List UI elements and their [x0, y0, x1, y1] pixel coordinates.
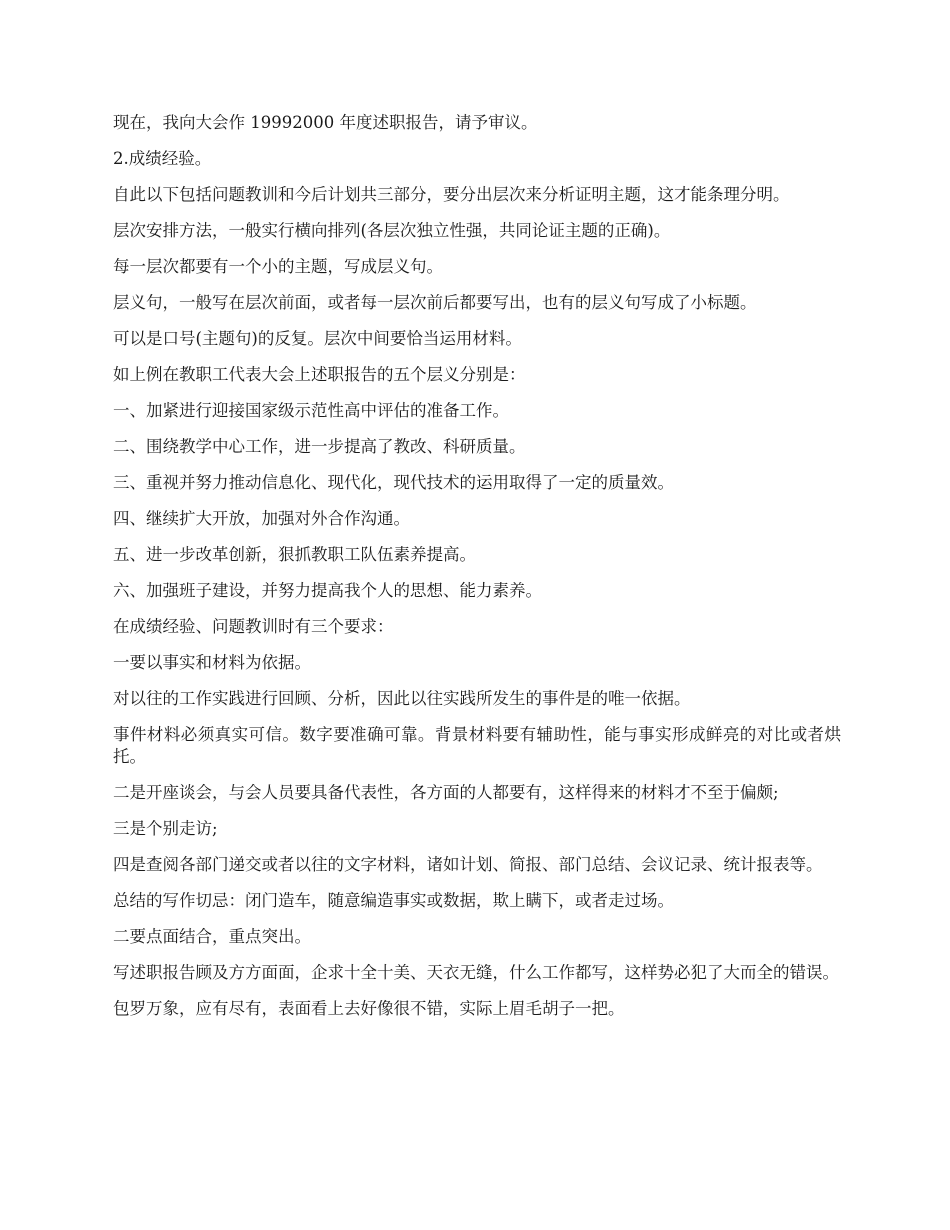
paragraph: 自此以下包括问题教训和今后计划共三部分，要分出层次来分析证明主题，这才能条理分明。: [113, 185, 790, 204]
document-body: [113, 112, 841, 1034]
paragraph: 层次安排方法，一般实行横向排列(各层次独立性强，共同论证主题的正确)。: [113, 221, 671, 240]
paragraph: 包罗万象，应有尽有，表面看上去好像很不错，实际上眉毛胡子一把。: [113, 999, 625, 1018]
paragraph: 可以是口号(主题句)的反复。层次中间要恰当运用材料。: [113, 329, 522, 348]
list-item: 一、加紧进行迎接国家级示范性高中评估的准备工作。: [113, 401, 509, 420]
list-item: 五、进一步改革创新，狠抓教职工队伍素养提高。: [113, 545, 476, 564]
section-heading: 2.成绩经验。: [113, 149, 212, 168]
list-item: 二、围绕教学中心工作，进一步提高了教改、科研质量。: [113, 437, 526, 456]
paragraph: 在成绩经验、问题教训时有三个要求：: [113, 617, 394, 636]
paragraph: 写述职报告顾及方方面面，企求十全十美、天衣无缝，什么工作都写，这样势必犯了大而全的错误。: [113, 963, 839, 982]
paragraph: 三是个别走访;: [113, 819, 218, 838]
list-item: 六、加强班子建设，并努力提高我个人的思想、能力素养。: [113, 581, 542, 600]
paragraph: 二要点面结合，重点突出。: [113, 927, 311, 946]
paragraph: 总结的写作切忌：闭门造车，随意编造事实或数据，欺上瞒下，或者走过场。: [113, 891, 674, 910]
paragraph: 二是开座谈会，与会人员要具备代表性，各方面的人都要有，这样得来的材料才不至于偏颇;: [113, 783, 779, 802]
paragraph: 现在，我向大会作 19992000 年度述职报告，请予审议。: [113, 113, 538, 132]
list-item: 三、重视并努力推动信息化、现代化，现代技术的运用取得了一定的质量效。: [113, 473, 674, 492]
paragraph: 层义句，一般写在层次前面，或者每一层次前后都要写出，也有的层义句写成了小标题。: [113, 293, 757, 312]
paragraph: 事件材料必须真实可信。数字要准确可靠。背景材料要有辅助性，能与事实形成鲜亮的对比或者烘托。: [113, 725, 841, 766]
paragraph: 对以往的工作实践进行回顾、分析，因此以往实践所发生的事件是的唯一依据。: [113, 689, 691, 708]
paragraph: 每一层次都要有一个小的主题，写成层义句。: [113, 257, 443, 276]
list-item: 四、继续扩大开放，加强对外合作沟通。: [113, 509, 410, 528]
paragraph: 一要以事实和材料为依据。: [113, 653, 311, 672]
paragraph: 如上例在教职工代表大会上述职报告的五个层义分别是：: [113, 365, 526, 384]
paragraph: 四是查阅各部门递交或者以往的文字材料，诸如计划、简报、部门总结、会议记录、统计报表等。: [113, 855, 823, 874]
